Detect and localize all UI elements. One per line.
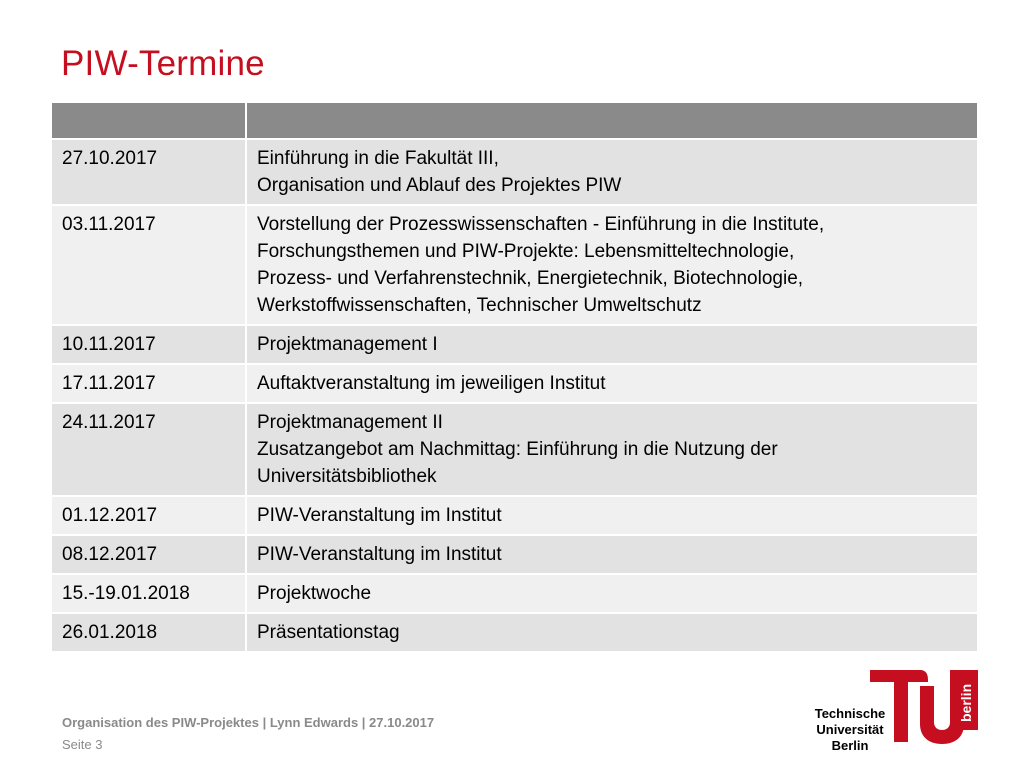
topic-cell bbox=[246, 325, 978, 364]
topic-line: Vorstellung der Prozesswissenschaften - Einführung in die Institute, bbox=[257, 214, 825, 235]
topic-line: Prozess- und Verfahrenstechnik, Energietechnik, Biotechnologie, bbox=[257, 268, 804, 289]
topic-line: Auftaktveranstaltung im jeweiligen Institut bbox=[257, 373, 606, 394]
date-cell: 17.11.2017 bbox=[51, 364, 246, 403]
tu-logo-icon bbox=[868, 668, 980, 744]
topic-cell bbox=[246, 496, 978, 535]
topic-cell bbox=[246, 364, 978, 403]
topic-line: Organisation und Ablauf des Projektes PIW bbox=[257, 175, 622, 196]
date-cell: 27.10.2017 bbox=[51, 139, 246, 205]
topic-line: Forschungsthemen und PIW-Projekte: Lebensmitteltechnologie, bbox=[257, 241, 795, 262]
slide-title: PIW-Termine bbox=[61, 44, 265, 83]
date-cell: 24.11.2017 bbox=[51, 403, 246, 496]
topic-line: Zusatzangebot am Nachmittag: Einführung in die Nutzung der bbox=[257, 439, 778, 460]
table-row bbox=[51, 364, 978, 403]
topic-line: Projektmanagement II bbox=[257, 412, 443, 433]
logo-line-2: Universität bbox=[816, 722, 884, 737]
topic-line: Projektmanagement I bbox=[257, 334, 438, 355]
table-row bbox=[51, 139, 978, 205]
table-row bbox=[51, 325, 978, 364]
table-row bbox=[51, 535, 978, 574]
table-header-row bbox=[51, 102, 978, 139]
date-cell: 10.11.2017 bbox=[51, 325, 246, 364]
date-cell: 26.01.2018 bbox=[51, 613, 246, 652]
table-row bbox=[51, 496, 978, 535]
footer-text: Organisation des PIW-Projektes | Lynn Edwards | 27.10.2017 bbox=[62, 715, 435, 730]
logo-vertical-text: berlin bbox=[958, 683, 974, 722]
topic-line: Werkstoffwissenschaften, Technischer Umweltschutz bbox=[257, 295, 702, 316]
logo-line-3: Berlin bbox=[831, 738, 869, 753]
topic-cell bbox=[246, 574, 978, 613]
topic-line: Projektwoche bbox=[257, 583, 372, 604]
schedule-table bbox=[50, 101, 979, 653]
date-cell: 03.11.2017 bbox=[51, 205, 246, 325]
topic-line: PIW-Veranstaltung im Institut bbox=[257, 505, 502, 526]
table-body bbox=[51, 139, 978, 652]
tu-berlin-logo bbox=[810, 668, 980, 760]
table-row bbox=[51, 613, 978, 652]
topic-cell bbox=[246, 403, 978, 496]
topic-line: Universitätsbibliothek bbox=[257, 466, 437, 487]
logo-line-1: Technische bbox=[814, 706, 886, 721]
topic-line: Einführung in die Fakultät III, bbox=[257, 148, 499, 169]
table-header-cell-date bbox=[51, 102, 246, 139]
topic-cell bbox=[246, 205, 978, 325]
table-row bbox=[51, 205, 978, 325]
table-header-cell-topic bbox=[246, 102, 978, 139]
table-row bbox=[51, 574, 978, 613]
topic-cell bbox=[246, 613, 978, 652]
page-number: Seite 3 bbox=[62, 737, 103, 752]
date-cell: 01.12.2017 bbox=[51, 496, 246, 535]
topic-cell bbox=[246, 535, 978, 574]
topic-cell bbox=[246, 139, 978, 205]
date-cell: 08.12.2017 bbox=[51, 535, 246, 574]
topic-line: PIW-Veranstaltung im Institut bbox=[257, 544, 502, 565]
date-cell: 15.-19.01.2018 bbox=[51, 574, 246, 613]
topic-line: Präsentationstag bbox=[257, 622, 400, 643]
table-row bbox=[51, 403, 978, 496]
